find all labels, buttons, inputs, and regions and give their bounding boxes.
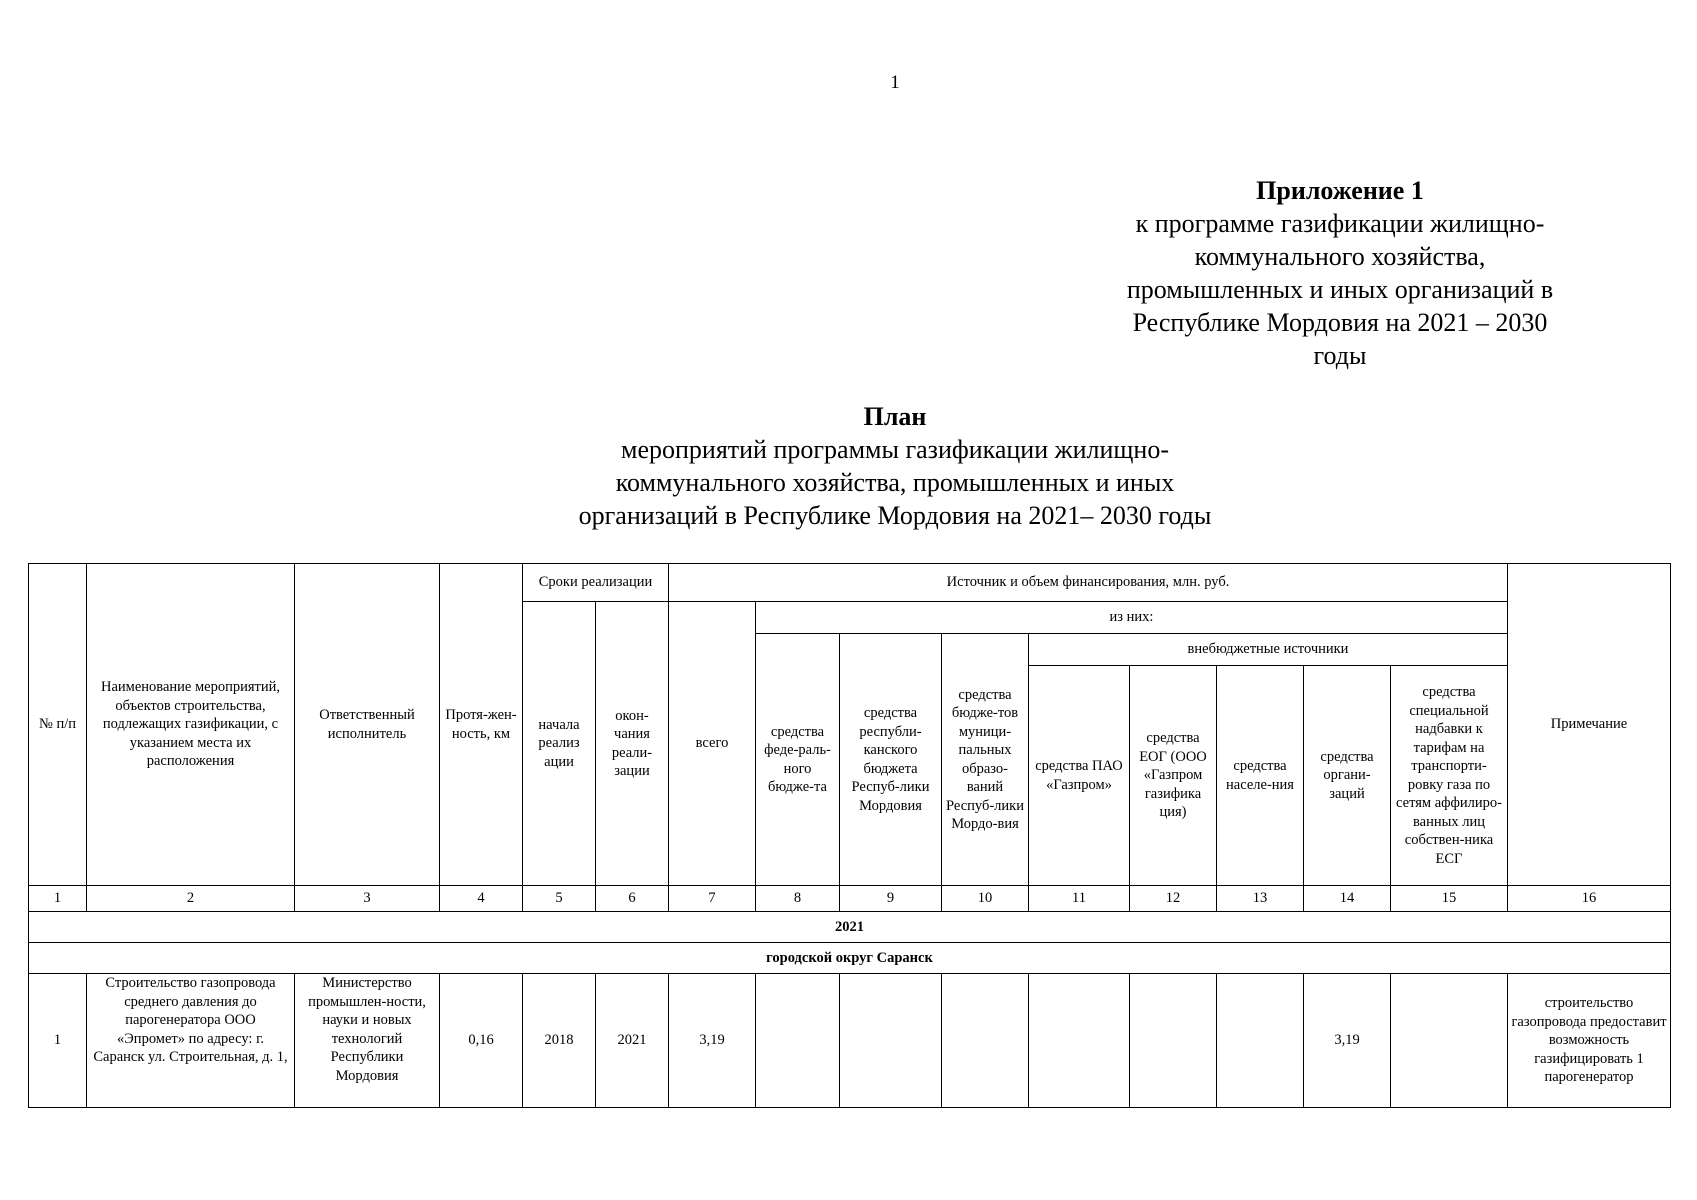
plan-subtitle-line: коммунального хозяйства, промышленных и иных	[615, 468, 1175, 497]
row-total: 3,19	[669, 974, 756, 1108]
table-row	[29, 974, 1671, 1108]
appendix-line: коммунального хозяйства,	[1194, 242, 1486, 271]
column-number: 15	[1391, 886, 1508, 912]
row-note: строительство газопровода предоставит возможность газифицировать 1 парогенератор	[1508, 974, 1671, 1108]
row-gazprom	[1029, 974, 1130, 1108]
header-name: Наименование мероприятий, объектов строительства, подлежащих газификации, с указанием места их расположения	[87, 564, 295, 886]
column-number: 3	[295, 886, 440, 912]
column-number: 14	[1304, 886, 1391, 912]
row-eog	[1130, 974, 1217, 1108]
row-start: 2018	[523, 974, 596, 1108]
column-number: 13	[1217, 886, 1304, 912]
header-start: начала реализ ации	[523, 602, 596, 886]
header-federal: средства феде-раль-ного бюдже-та	[756, 634, 840, 886]
page-number: 1	[890, 72, 900, 93]
row-municipal	[942, 974, 1029, 1108]
column-number: 6	[596, 886, 669, 912]
header-terms: Сроки реализации	[523, 564, 669, 602]
column-number: 7	[669, 886, 756, 912]
appendix-line: Республике Мордовия на 2021 – 2030	[1132, 308, 1548, 337]
row-length: 0,16	[440, 974, 523, 1108]
row-organizations: 3,19	[1304, 974, 1391, 1108]
header-length: Протя-жен-ность, км	[440, 564, 523, 886]
appendix-line: промышленных и иных организаций в	[1126, 275, 1554, 304]
header-organizations: средства органи-заций	[1304, 666, 1391, 886]
header-eog: средства ЕОГ (ООО «Газпром газифика ция)	[1130, 666, 1217, 886]
column-number: 12	[1130, 886, 1217, 912]
appendix-title: Приложение 1	[1256, 176, 1424, 205]
header-end: окон-чания реали-зации	[596, 602, 669, 886]
row-num: 1	[29, 974, 87, 1108]
row-executor: Министерство промышлен-ности, науки и новых технологий Республики Мордовия	[295, 974, 440, 1108]
row-population	[1217, 974, 1304, 1108]
column-number: 4	[440, 886, 523, 912]
column-number: 10	[942, 886, 1029, 912]
header-of-which: из них:	[756, 602, 1508, 634]
district-row: городской округ Саранск	[29, 943, 1671, 974]
header-republic: средства республи-канского бюджета Респуб-лики Мордовия	[840, 634, 942, 886]
header-funding: Источник и объем финансирования, млн. руб.	[669, 564, 1508, 602]
header-num: № п/п	[29, 564, 87, 886]
column-number: 16	[1508, 886, 1671, 912]
plan-subtitle-line: мероприятий программы газификации жилищно-	[621, 435, 1169, 464]
column-number: 2	[87, 886, 295, 912]
plan-subtitle-line: организаций в Республике Мордовия на 2021– 2030 годы	[578, 501, 1212, 530]
header-extrabudget: внебюджетные источники	[1029, 634, 1508, 666]
column-number: 11	[1029, 886, 1130, 912]
header-note: Примечание	[1508, 564, 1671, 886]
header-municipal: средства бюдже-тов муници-пальных образо-ваний Респуб-лики Мордо-вия	[942, 634, 1029, 886]
appendix-heading	[1085, 174, 1595, 372]
header-population: средства населе-ния	[1217, 666, 1304, 886]
row-end: 2021	[596, 974, 669, 1108]
appendix-line: к программе газификации жилищно-	[1135, 209, 1545, 238]
header-gazprom: средства ПАО «Газпром»	[1029, 666, 1130, 886]
header-executor: Ответственный исполнитель	[295, 564, 440, 886]
column-number: 8	[756, 886, 840, 912]
row-republic	[840, 974, 942, 1108]
appendix-line: годы	[1313, 341, 1367, 370]
plan-title: План	[863, 402, 927, 431]
column-number: 1	[29, 886, 87, 912]
year-row: 2021	[29, 912, 1671, 943]
column-number: 5	[523, 886, 596, 912]
plan-heading	[470, 400, 1320, 532]
column-number: 9	[840, 886, 942, 912]
header-total: всего	[669, 602, 756, 886]
row-name: Строительство газопровода среднего давления до парогенератора ООО «Эпромет» по адресу: г. Саранск ул. Строительная, д. 1,	[87, 974, 295, 1108]
row-federal	[756, 974, 840, 1108]
row-special	[1391, 974, 1508, 1108]
header-special: средства специальной надбавки к тарифам на транспорти-ровку газа по сетям аффилиро-ванных лиц собствен-ника ЕСГ	[1391, 666, 1508, 886]
plan-table	[28, 563, 1671, 1108]
